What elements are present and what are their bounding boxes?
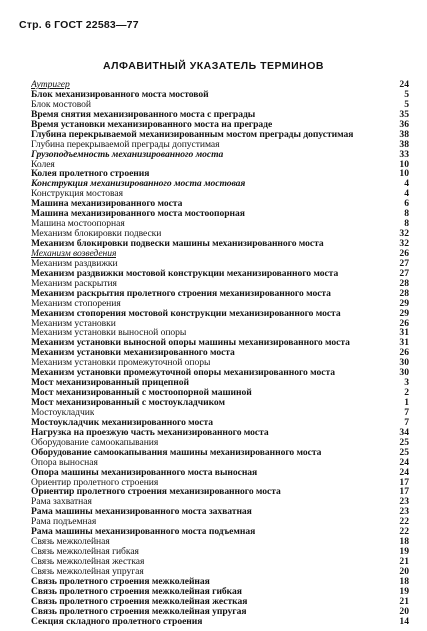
term-label: Связь пролетного строения межколейная гибкая bbox=[31, 586, 242, 597]
term-page-number: 24 bbox=[399, 466, 409, 478]
term-page-number: 32 bbox=[399, 238, 409, 249]
term-label: Связь межколейная жесткая bbox=[31, 557, 145, 567]
term-row bbox=[31, 80, 409, 90]
term-label: Рама машины механизированного моста захватная bbox=[31, 507, 252, 518]
term-row bbox=[31, 100, 409, 110]
term-page-number: 10 bbox=[399, 168, 409, 180]
term-label: Глубина перекрываемой механизированным мостом преграды допустимая bbox=[31, 129, 354, 140]
term-row bbox=[31, 338, 409, 348]
term-page-number: 7 bbox=[404, 406, 409, 418]
term-row bbox=[31, 378, 409, 388]
term-page-number: 23 bbox=[399, 506, 409, 518]
term-row bbox=[31, 348, 409, 358]
term-row bbox=[31, 507, 409, 517]
term-label: Конструкция механизированного моста мостовая bbox=[31, 179, 246, 190]
term-page-number: 22 bbox=[399, 526, 409, 538]
term-page-number: 31 bbox=[399, 327, 409, 339]
term-row bbox=[31, 537, 409, 547]
term-page-number: 19 bbox=[399, 585, 409, 597]
term-label: Механизм раздвижки мостовой конструкции механизированного моста bbox=[31, 268, 339, 279]
term-row bbox=[31, 150, 409, 160]
term-page-number: 26 bbox=[399, 247, 409, 259]
term-label: Механизм установки механизированного моста bbox=[31, 348, 235, 359]
term-row bbox=[31, 189, 409, 199]
term-label: Механизм раздвижки bbox=[31, 258, 118, 269]
term-label: Механизм установки выносной опоры машины механизированного моста bbox=[31, 338, 350, 349]
term-page-number: 3 bbox=[404, 377, 409, 389]
term-row bbox=[31, 249, 409, 259]
term-label: Машина механизированного моста мостоопорная bbox=[31, 209, 245, 220]
term-page-number: 26 bbox=[399, 347, 409, 359]
term-label: Механизм установки bbox=[31, 318, 116, 329]
term-row bbox=[31, 547, 409, 557]
term-page-number: 6 bbox=[404, 198, 409, 210]
term-row bbox=[31, 607, 409, 617]
term-label: Мост механизированный прицепной bbox=[31, 378, 189, 389]
term-label: Время снятия механизированного моста с преграды bbox=[31, 109, 256, 120]
term-row bbox=[31, 428, 409, 438]
term-page-number: 2 bbox=[404, 387, 409, 399]
term-label: Колея bbox=[31, 159, 55, 170]
term-row bbox=[31, 160, 409, 170]
term-label: Рама машины механизированного моста подъемная bbox=[31, 527, 256, 538]
term-label: Механизм блокировки подвески машины механизированного моста bbox=[31, 239, 324, 249]
term-label: Секция складного пролетного строения bbox=[31, 616, 203, 627]
term-label: Связь межколейная гибкая bbox=[31, 547, 139, 558]
term-label: Связь пролетного строения межколейная жесткая bbox=[31, 596, 248, 607]
term-row bbox=[31, 567, 409, 577]
term-page-number: 38 bbox=[399, 138, 409, 150]
term-label: Опора выносная bbox=[31, 457, 98, 468]
term-row bbox=[31, 328, 409, 338]
term-page-number: 29 bbox=[399, 307, 409, 319]
term-row bbox=[31, 577, 409, 587]
term-page-number: 5 bbox=[404, 98, 409, 110]
term-page-number: 10 bbox=[399, 158, 409, 170]
term-row bbox=[31, 289, 409, 299]
term-page-number: 18 bbox=[399, 536, 409, 548]
term-label: Оборудование самоокапывания bbox=[31, 437, 159, 448]
section-title: АЛФАВИТНЫЙ УКАЗАТЕЛЬ ТЕРМИНОВ bbox=[102, 60, 325, 72]
term-label: Конструкция мостовая bbox=[31, 189, 123, 200]
term-page-number: 28 bbox=[399, 277, 409, 289]
term-row bbox=[31, 617, 409, 627]
term-row bbox=[31, 259, 409, 269]
term-page-number: 30 bbox=[399, 367, 409, 379]
term-page-number: 4 bbox=[404, 178, 409, 190]
term-row bbox=[31, 179, 409, 189]
term-label: Нагрузка на проезжую часть механизированного моста bbox=[31, 427, 269, 438]
term-label: Рама захватная bbox=[31, 497, 92, 508]
term-row bbox=[31, 319, 409, 329]
term-row bbox=[31, 120, 409, 130]
term-label: Блок механизированного моста мостовой bbox=[31, 89, 209, 100]
term-row bbox=[31, 517, 409, 527]
term-page-number: 26 bbox=[399, 317, 409, 329]
term-row bbox=[31, 587, 409, 597]
term-label: Связь пролетного строения межколейная упругая bbox=[31, 606, 247, 617]
term-row bbox=[31, 418, 409, 428]
term-page-number: 20 bbox=[399, 605, 409, 617]
term-row bbox=[31, 239, 409, 249]
term-page-number: 34 bbox=[399, 426, 409, 438]
term-page-number: 38 bbox=[399, 128, 409, 140]
term-row bbox=[31, 448, 409, 458]
term-page-number: 25 bbox=[399, 436, 409, 448]
term-page-number: 7 bbox=[404, 416, 409, 428]
term-label: Механизм блокировки подвески bbox=[31, 229, 162, 240]
term-row bbox=[31, 219, 409, 229]
term-page-number: 14 bbox=[399, 615, 409, 627]
term-page-number: 1 bbox=[404, 397, 409, 408]
term-label: Механизм установки промежуточной опоры bbox=[31, 358, 211, 369]
term-page-number: 24 bbox=[399, 79, 409, 90]
term-label: Оборудование самоокапывания машины механизированного моста bbox=[31, 447, 322, 458]
page-header: Стр. 6 ГОСТ 22583—77 bbox=[19, 19, 139, 31]
term-label: Мост механизированный с мостоопорной машиной bbox=[31, 388, 252, 399]
term-label: Ориентир пролетного строения механизированного моста bbox=[31, 487, 281, 498]
term-row bbox=[31, 487, 409, 497]
term-label: Блок мостовой bbox=[31, 99, 91, 110]
term-page-number: 31 bbox=[399, 337, 409, 349]
term-row bbox=[31, 169, 409, 179]
term-label: Механизм стопорения мостовой конструкции механизированного моста bbox=[31, 308, 341, 319]
term-label: Глубина перекрываемой преграды допустимая bbox=[31, 139, 220, 150]
term-index-list bbox=[31, 80, 409, 627]
term-row bbox=[31, 209, 409, 219]
term-row bbox=[31, 557, 409, 567]
term-row bbox=[31, 478, 409, 488]
term-page-number: 27 bbox=[399, 267, 409, 279]
term-page-number: 17 bbox=[399, 486, 409, 498]
term-row bbox=[31, 388, 409, 398]
term-page-number: 27 bbox=[399, 257, 409, 269]
term-row bbox=[31, 279, 409, 289]
term-page-number: 20 bbox=[399, 565, 409, 577]
term-row bbox=[31, 229, 409, 239]
term-label: Опора машины механизированного моста выносная bbox=[31, 467, 258, 478]
term-row bbox=[31, 299, 409, 309]
term-label: Колея пролетного строения bbox=[31, 169, 150, 180]
term-label: Машина механизированного моста bbox=[31, 199, 183, 210]
term-row bbox=[31, 597, 409, 607]
term-row bbox=[31, 269, 409, 279]
term-page-number: 17 bbox=[399, 476, 409, 488]
term-page-number: 4 bbox=[404, 188, 409, 200]
term-row bbox=[31, 398, 409, 408]
term-page-number: 24 bbox=[399, 456, 409, 468]
term-page-number: 8 bbox=[404, 208, 409, 220]
term-page-number: 28 bbox=[399, 287, 409, 299]
term-label: Аутригер bbox=[31, 80, 70, 90]
term-label: Связь межколейная bbox=[31, 537, 110, 548]
term-page-number: 8 bbox=[404, 218, 409, 230]
term-label: Мостоукладчик bbox=[31, 407, 95, 418]
term-page-number: 30 bbox=[399, 357, 409, 369]
term-page-number: 25 bbox=[399, 446, 409, 458]
term-label: Механизм стопорения bbox=[31, 298, 121, 309]
term-label: Грузоподъемность механизированного моста bbox=[31, 149, 224, 160]
term-page-number: 32 bbox=[399, 228, 409, 240]
term-label: Мост механизированный с мостоукладчиком bbox=[31, 398, 225, 408]
term-label: Механизм установки промежуточной опоры механизированного моста bbox=[31, 368, 335, 379]
term-row bbox=[31, 358, 409, 368]
term-label: Время установки механизированного моста на преграде bbox=[31, 119, 273, 130]
term-label: Связь межколейная упругая bbox=[31, 566, 144, 577]
term-page-number: 21 bbox=[399, 595, 409, 607]
term-row bbox=[31, 368, 409, 378]
term-label: Машина мостоопорная bbox=[31, 219, 125, 230]
term-page-number: 22 bbox=[399, 516, 409, 528]
term-label: Механизм раскрытия пролетного строения механизированного моста bbox=[31, 288, 331, 299]
term-row bbox=[31, 458, 409, 468]
term-row bbox=[31, 140, 409, 150]
term-label: Рама подъемная bbox=[31, 517, 97, 528]
term-row bbox=[31, 527, 409, 537]
term-page-number: 23 bbox=[399, 496, 409, 508]
term-label: Механизм раскрытия bbox=[31, 278, 117, 289]
term-row bbox=[31, 468, 409, 478]
term-label: Механизм установки выносной опоры bbox=[31, 328, 187, 339]
term-row bbox=[31, 408, 409, 418]
term-page-number: 18 bbox=[399, 575, 409, 587]
term-page-number: 21 bbox=[399, 556, 409, 567]
term-label: Механизм возведения bbox=[31, 248, 117, 259]
term-page-number: 36 bbox=[399, 118, 409, 130]
term-label: Связь пролетного строения межколейная bbox=[31, 576, 210, 587]
term-row bbox=[31, 438, 409, 448]
term-row bbox=[31, 110, 409, 120]
term-row bbox=[31, 130, 409, 140]
term-row bbox=[31, 309, 409, 319]
term-page-number: 19 bbox=[399, 546, 409, 558]
term-label: Ориентир пролетного строения bbox=[31, 477, 159, 488]
term-page-number: 35 bbox=[399, 108, 409, 120]
term-row bbox=[31, 90, 409, 100]
term-row bbox=[31, 199, 409, 209]
term-row bbox=[31, 497, 409, 507]
term-page-number: 29 bbox=[399, 297, 409, 309]
term-page-number: 5 bbox=[404, 88, 409, 100]
term-label: Мостоукладчик механизированного моста bbox=[31, 417, 214, 428]
term-page-number: 33 bbox=[399, 148, 409, 160]
